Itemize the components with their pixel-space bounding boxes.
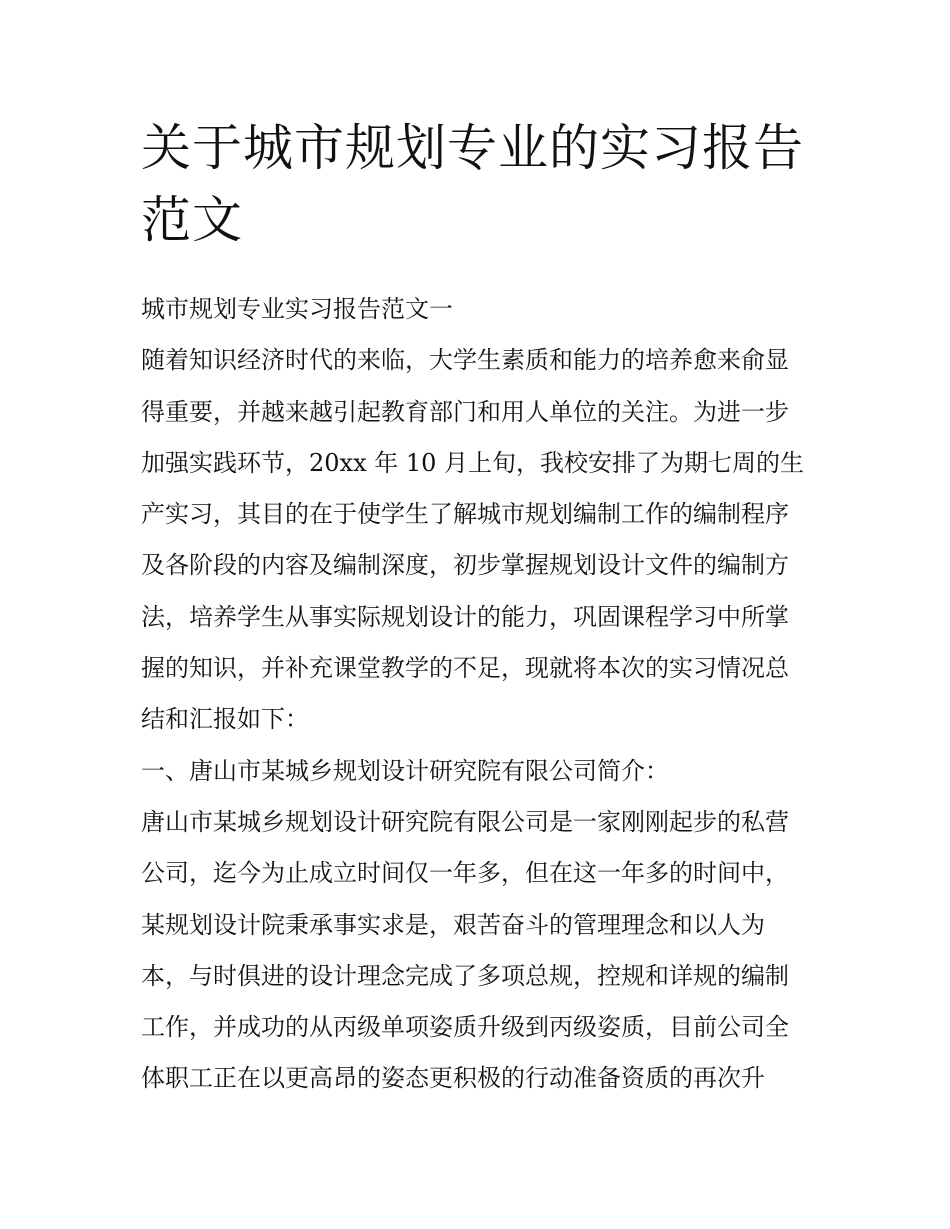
paragraph-line: 随着知识经济时代的来临，大学生素质和能力的培养愈来俞显 xyxy=(141,346,789,375)
paragraph-line: 体职工正在以更高昂的姿态更积极的行动准备资质的再次升 xyxy=(141,1064,765,1093)
paragraph-line: 公司，迄今为止成立时间仅一年多，但在这一年多的时间中， xyxy=(141,859,789,888)
title-line: 关于城市规划专业的实习报告 xyxy=(141,119,804,177)
paragraph-line: 结和汇报如下： xyxy=(141,705,309,734)
document-body xyxy=(141,284,813,1105)
paragraph-line: 工作，并成功的从丙级单项姿质升级到丙级姿质，目前公司全 xyxy=(141,1013,789,1042)
section-subtitle: 城市规划专业实习报告范文一 xyxy=(141,295,453,323)
paragraph-line: 唐山市某城乡规划设计研究院有限公司是一家刚刚起步的私营 xyxy=(141,807,789,836)
document-page xyxy=(141,0,813,1105)
paragraph-line: 产实习，其目的在于使学生了解城市规划编制工作的编制程序 xyxy=(141,500,789,529)
paragraph-line: 及各阶段的内容及编制深度，初步掌握规划设计文件的编制方 xyxy=(141,551,789,580)
paragraph-line: 得重要，并越来越引起教育部门和用人单位的关注。为进一步 xyxy=(141,397,789,426)
title-line: 范文 xyxy=(141,191,243,249)
section-heading: 一、唐山市某城乡规划设计研究院有限公司简介： xyxy=(141,756,669,785)
paragraph-line: 法，培养学生从事实际规划设计的能力，巩固课程学习中所掌 xyxy=(141,602,789,631)
paragraph-line: 加强实践环节，20xx 年 10 月上旬，我校安排了为期七周的生 xyxy=(141,448,805,477)
paragraph-line: 某规划设计院秉承事实求是，艰苦奋斗的管理理念和以人为 xyxy=(141,910,765,939)
paragraph-line: 本，与时俱进的设计理念完成了多项总规，控规和详规的编制 xyxy=(141,961,789,990)
document-title xyxy=(141,0,813,256)
paragraph-line: 握的知识，并补充课堂教学的不足，现就将本次的实习情况总 xyxy=(141,654,789,683)
